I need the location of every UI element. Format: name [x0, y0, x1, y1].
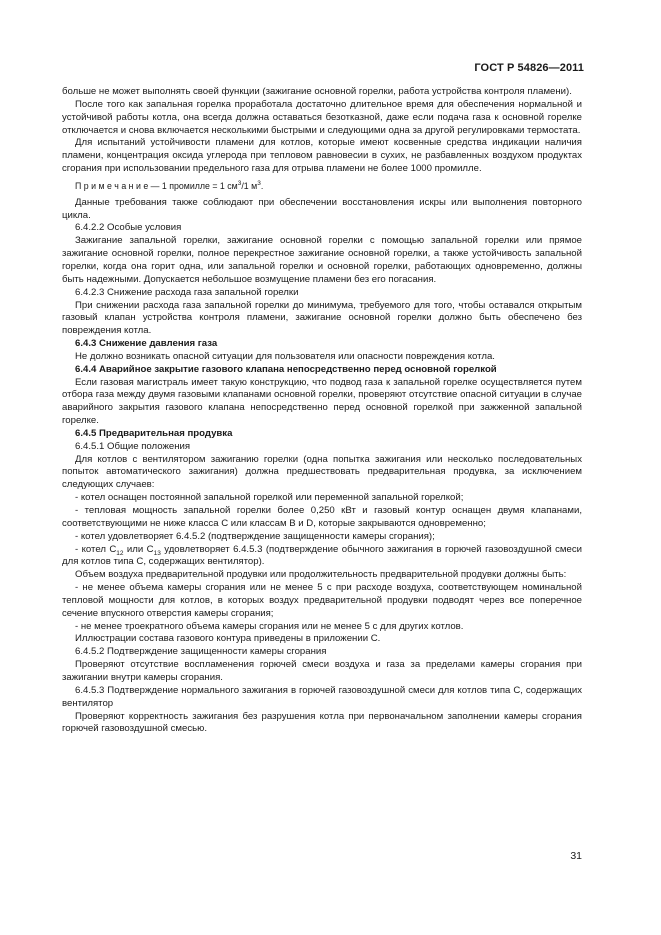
paragraph: Проверяют корректность зажигания без разрушения котла при первоначальном заполнении камеры сгорания горючей газовоздушной смесью.: [62, 710, 582, 735]
paragraph: Зажигание запальной горелки, зажигание основной горелки с помощью запальной горелки или прямое зажигание основной горелки, полное перекрестное зажигание основной горелки, а также устойчивость запальной горелки, когда она горит одна, или запальной горелки и основной горелки, работающих одновременно, должны быть надежными. Допускается небольшое возмущение пламени без его погасания.: [62, 235, 582, 285]
list-item-text: или С: [123, 543, 154, 555]
paragraph: При снижении расхода газа запальной горелки до минимума, требуемого для того, чтобы оставался открытым газовый клапан устройства контроля пламени, зажигание основной горелки должно быть обеспечено без повреждения котла.: [62, 299, 582, 337]
paragraph: Не должно возникать опасной ситуации для пользователя или опасности повреждения котла.: [75, 350, 495, 362]
list-item-text: - котел С: [75, 543, 117, 555]
section-heading-bold: 6.4.3 Снижение давления газа: [75, 338, 218, 350]
note: [62, 180, 582, 193]
section-heading: 6.4.2.3 Снижение расхода газа запальной горелки: [75, 286, 299, 298]
subscript: 12: [116, 549, 124, 557]
section-heading: 6.4.2.2 Особые условия: [75, 222, 182, 234]
paragraph: Если газовая магистраль имеет такую конструкцию, что подвод газа к запальной горелке осуществляется путем отбора газа между двумя газовыми клапанами основной горелки, проверяют отсутствие опасной ситуации в случае аварийного закрытия газового клапана непосредственно перед основной горелкой при зажженной запальной горелке.: [62, 376, 582, 427]
paragraph: После того как запальная горелка проработала достаточно длительное время для обеспечения нормальной и устойчивой работы котла, она всегда должна оставаться безотказной, даже если подача газа к основной горелке отключается и снова включается несколькими быстрыми и следующими одна за другой регулировками термостата.: [62, 98, 582, 136]
list-item: - тепловая мощность запальной горелки более 0,250 кВт и газовый контур оснащен двумя клапанами, соответствующими не ниже класса С или классам В и D, которые закрываются одновременно;: [62, 505, 582, 529]
section-heading: 6.4.5.3 Подтверждение нормального зажигания в горючей газовоздушной смеси для котлов типа С, содержащих вентилятор: [62, 684, 582, 709]
paragraph: Объем воздуха предварительной продувки или продолжительность предварительной продувки должны быть:: [75, 569, 567, 581]
paragraph: Для котлов с вентилятором зажиганию горелки (одна попытка зажигания или несколько последовательных попыток автоматического зажигания) должна предшествовать предварительная продувка, за исключением следующих случаев:: [62, 453, 582, 491]
list-item: [62, 544, 582, 570]
list-item: - не менее объема камеры сгорания или не менее 5 с при расходе воздуха, соответствующем номинальной тепловой мощности для котлов, в которых воздух предварительной продувки подводят через все поперечное сечение впускного отверстия камеры сгорания;: [62, 582, 582, 619]
note-label: П р и м е ч а н и е: [75, 180, 149, 191]
section-heading-bold: 6.4.5 Предварительная продувка: [75, 427, 233, 439]
subscript: 13: [153, 549, 161, 557]
note-superscript: 3: [257, 179, 261, 187]
list-item: - не менее троекратного объема камеры сгорания или не менее 5 с для других котлов.: [75, 620, 464, 632]
note-text: — 1 промилле = 1 см: [148, 180, 238, 191]
paragraph: Данные требования также соблюдают при обеспечении восстановления искры или выполнения повторного цикла.: [62, 196, 582, 221]
document-header-code: ГОСТ Р 54826—2011: [474, 62, 584, 74]
section-heading: 6.4.5.1 Общие положения: [75, 440, 191, 452]
section-heading: 6.4.5.2 Подтверждение защищенности камеры сгорания: [75, 646, 327, 658]
note-text: /1 м: [241, 180, 258, 191]
section-heading-bold: 6.4.4 Аварийное закрытие газового клапана непосредственно перед основной горелкой: [75, 363, 497, 375]
page-number: 31: [570, 850, 582, 862]
list-item: - котел удовлетворяет 6.4.5.2 (подтверждение защищенности камеры сгорания);: [75, 530, 435, 542]
paragraph: Иллюстрации состава газового контура приведены в приложении С.: [75, 633, 381, 645]
list-item-text: удовлетворяет 6.4.5.3 (подтверждение обычного зажигания в горючей газовоздушной смеси для котлов типа С, содержащих вентилятор).: [62, 543, 582, 568]
document-body: [62, 86, 582, 736]
list-item: - котел оснащен постоянной запальной горелкой или переменной запальной горелкой;: [75, 492, 464, 504]
paragraph: Для испытаний устойчивости пламени для котлов, которые имеют косвенные средства индикации наличия пламени, концентрация оксида углерода при тепловом равновесии в сухих, не разбавленных воздухом продуктах сгорания при использовании предельного газа для отрыва пламени не более 1000 промилле.: [62, 137, 582, 175]
paragraph: Проверяют отсутствие воспламенения горючей смеси воздуха и газа за пределами камеры сгорания при зажигании внутри камеры сгорания.: [62, 659, 582, 683]
note-superscript: 3: [237, 179, 242, 187]
paragraph: больше не может выполнять своей функции (зажигание основной горелки, работа устройства контроля пламени).: [62, 86, 572, 97]
note-text: .: [260, 180, 264, 191]
